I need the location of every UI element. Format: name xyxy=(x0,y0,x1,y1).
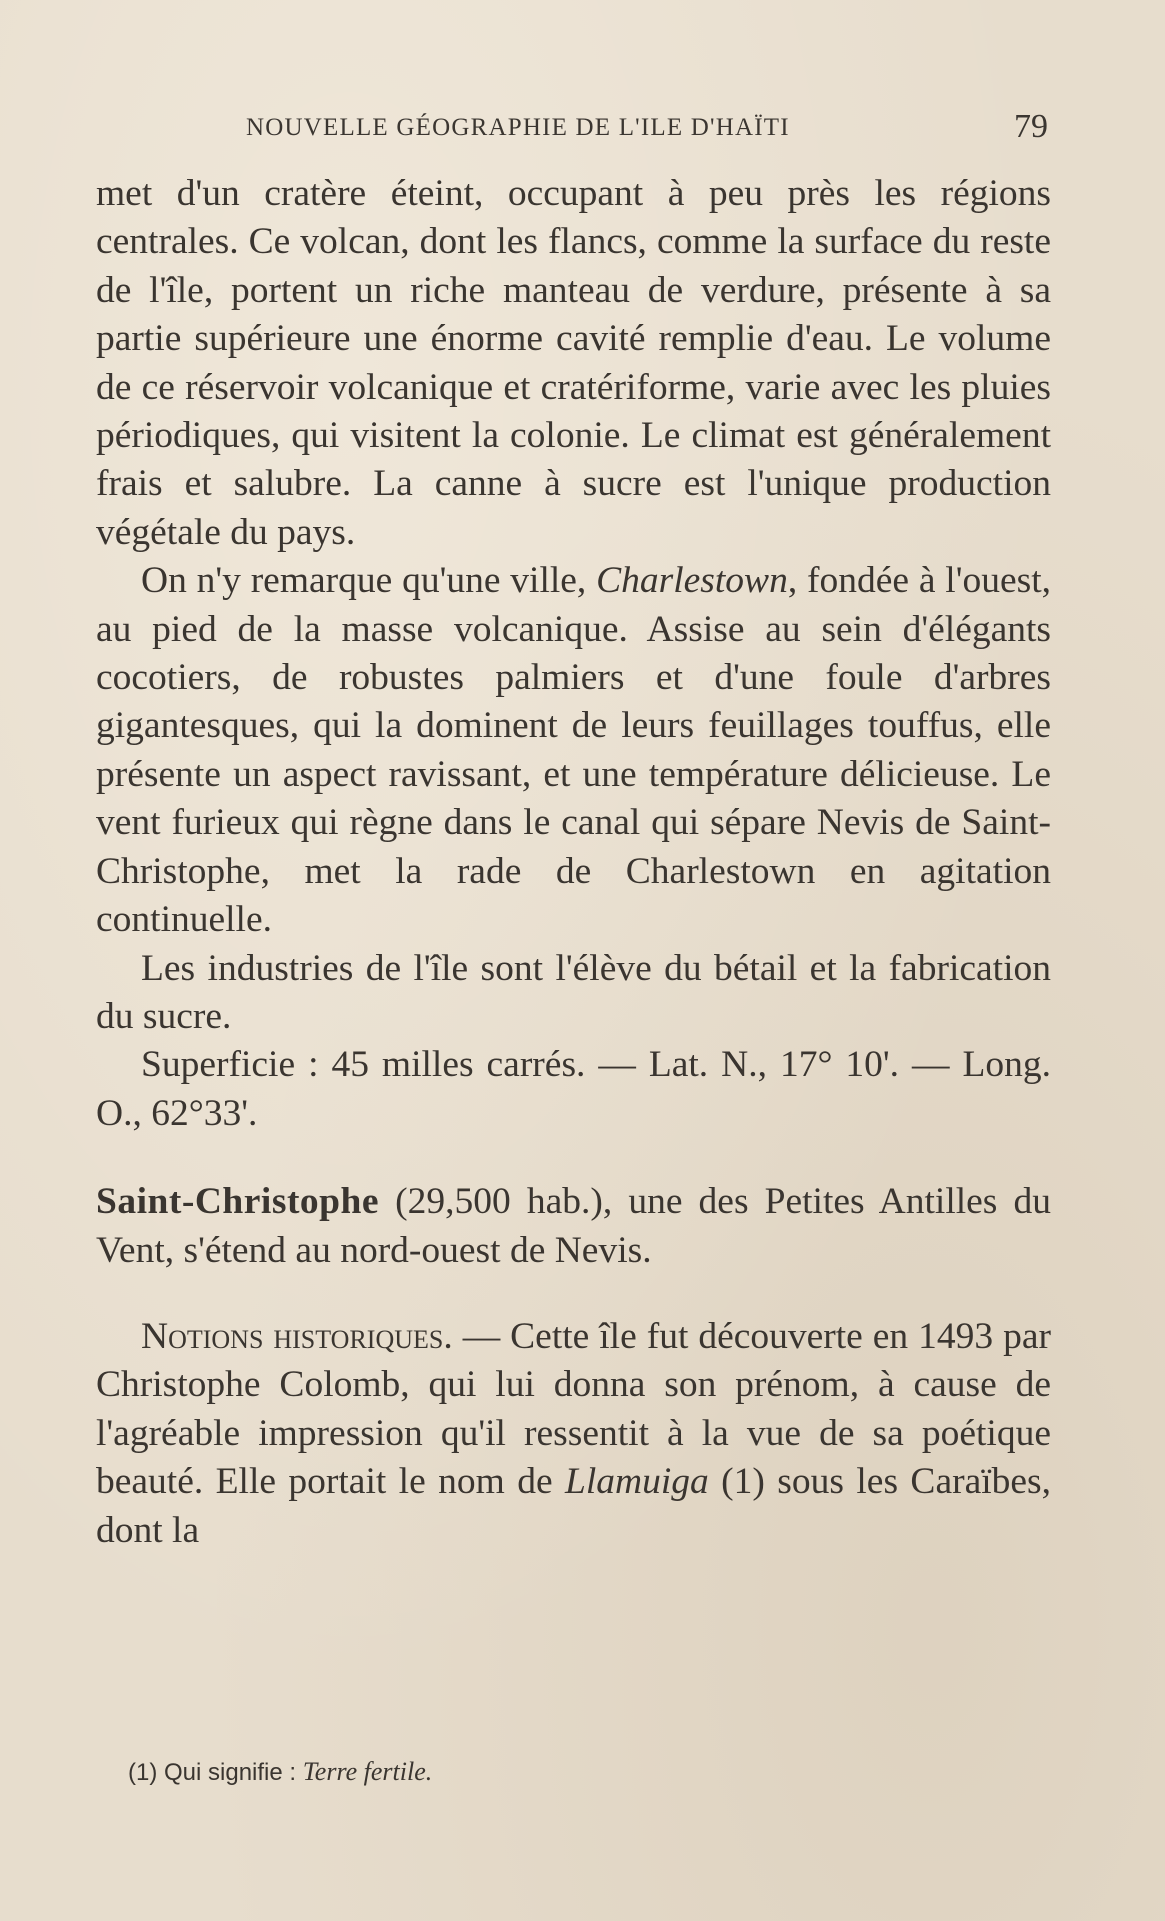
footnote-mark: (1) Qui signifie : xyxy=(128,1759,303,1786)
paragraph-text: On n'y remarque qu'une ville, xyxy=(141,560,597,602)
page-number: 79 xyxy=(1014,108,1048,145)
paragraph-text: (29,500 hab.), une des Petites Antilles du Vent, s'étend au nord-ouest de Nevis. xyxy=(96,1181,1051,1271)
paragraph-industries: Les industries de l'île sont l'élève du bétail et la fabrication du sucre. xyxy=(96,947,1051,1037)
paragraph-text: , fondée à l'ouest, au pied de la masse volcanique. Assise au sein d'élégants cocotiers, de robustes palmiers et d'une foule d'arbres gigantesques, qui la dominent de leurs feuillages touffus, elle présente un aspect ravissant, et une température délicieuse. Le vent furieux qui règne dans le canal qui sépare Nevis de Saint-Christophe, met la rade de Charlestown en agitation continuelle. xyxy=(96,560,1051,941)
native-name-llamuiga: Llamuiga xyxy=(565,1461,709,1503)
city-name-charlestown: Charlestown xyxy=(596,560,788,602)
paragraph-notions-historiques xyxy=(96,1313,1051,1555)
paragraph-saint-christophe xyxy=(96,1178,1051,1275)
running-title: NOUVELLE GÉOGRAPHIE DE L'ILE D'HAÏTI xyxy=(246,114,790,141)
paragraph-superficie: Superficie : 45 milles carrés. — Lat. N., 17° 10'. — Long. O., 62°33'. xyxy=(96,1044,1051,1134)
body-text xyxy=(96,170,1051,1555)
paragraph-nevis-volcano: met d'un cratère éteint, occupant à peu près les régions centrales. Ce volcan, dont les flancs, comme la surface du reste de l'île, portent un riche manteau de verdure, présente à sa partie supérieure une énorme cavité remplie d'eau. Le volume de ce réservoir volcanique et cratériforme, varie avec les pluies périodiques, qui visitent la colonie. Le climat est généralement frais et salubre. La canne à sucre est l'unique production végétale du pays. xyxy=(96,173,1051,553)
running-header xyxy=(96,108,1056,148)
paragraph-charlestown xyxy=(96,557,1051,944)
footnote-text: Terre fertile. xyxy=(302,1757,433,1786)
paragraph-text: (1) sous les Caraïbes, dont la xyxy=(96,1461,1051,1551)
paragraph-text: — Cette île fut découverte en 1493 par Christophe Colomb, qui lui donna son prénom, à cause de l'agréable impression qu'il ressentit à la vue de sa poétique beauté. Elle portait le nom de xyxy=(96,1315,1051,1503)
footnote xyxy=(128,1757,432,1787)
section-heading-saint-christophe: Saint-Christophe xyxy=(96,1181,380,1223)
section-label-notions-historiques: Notions historiques. xyxy=(141,1315,453,1357)
